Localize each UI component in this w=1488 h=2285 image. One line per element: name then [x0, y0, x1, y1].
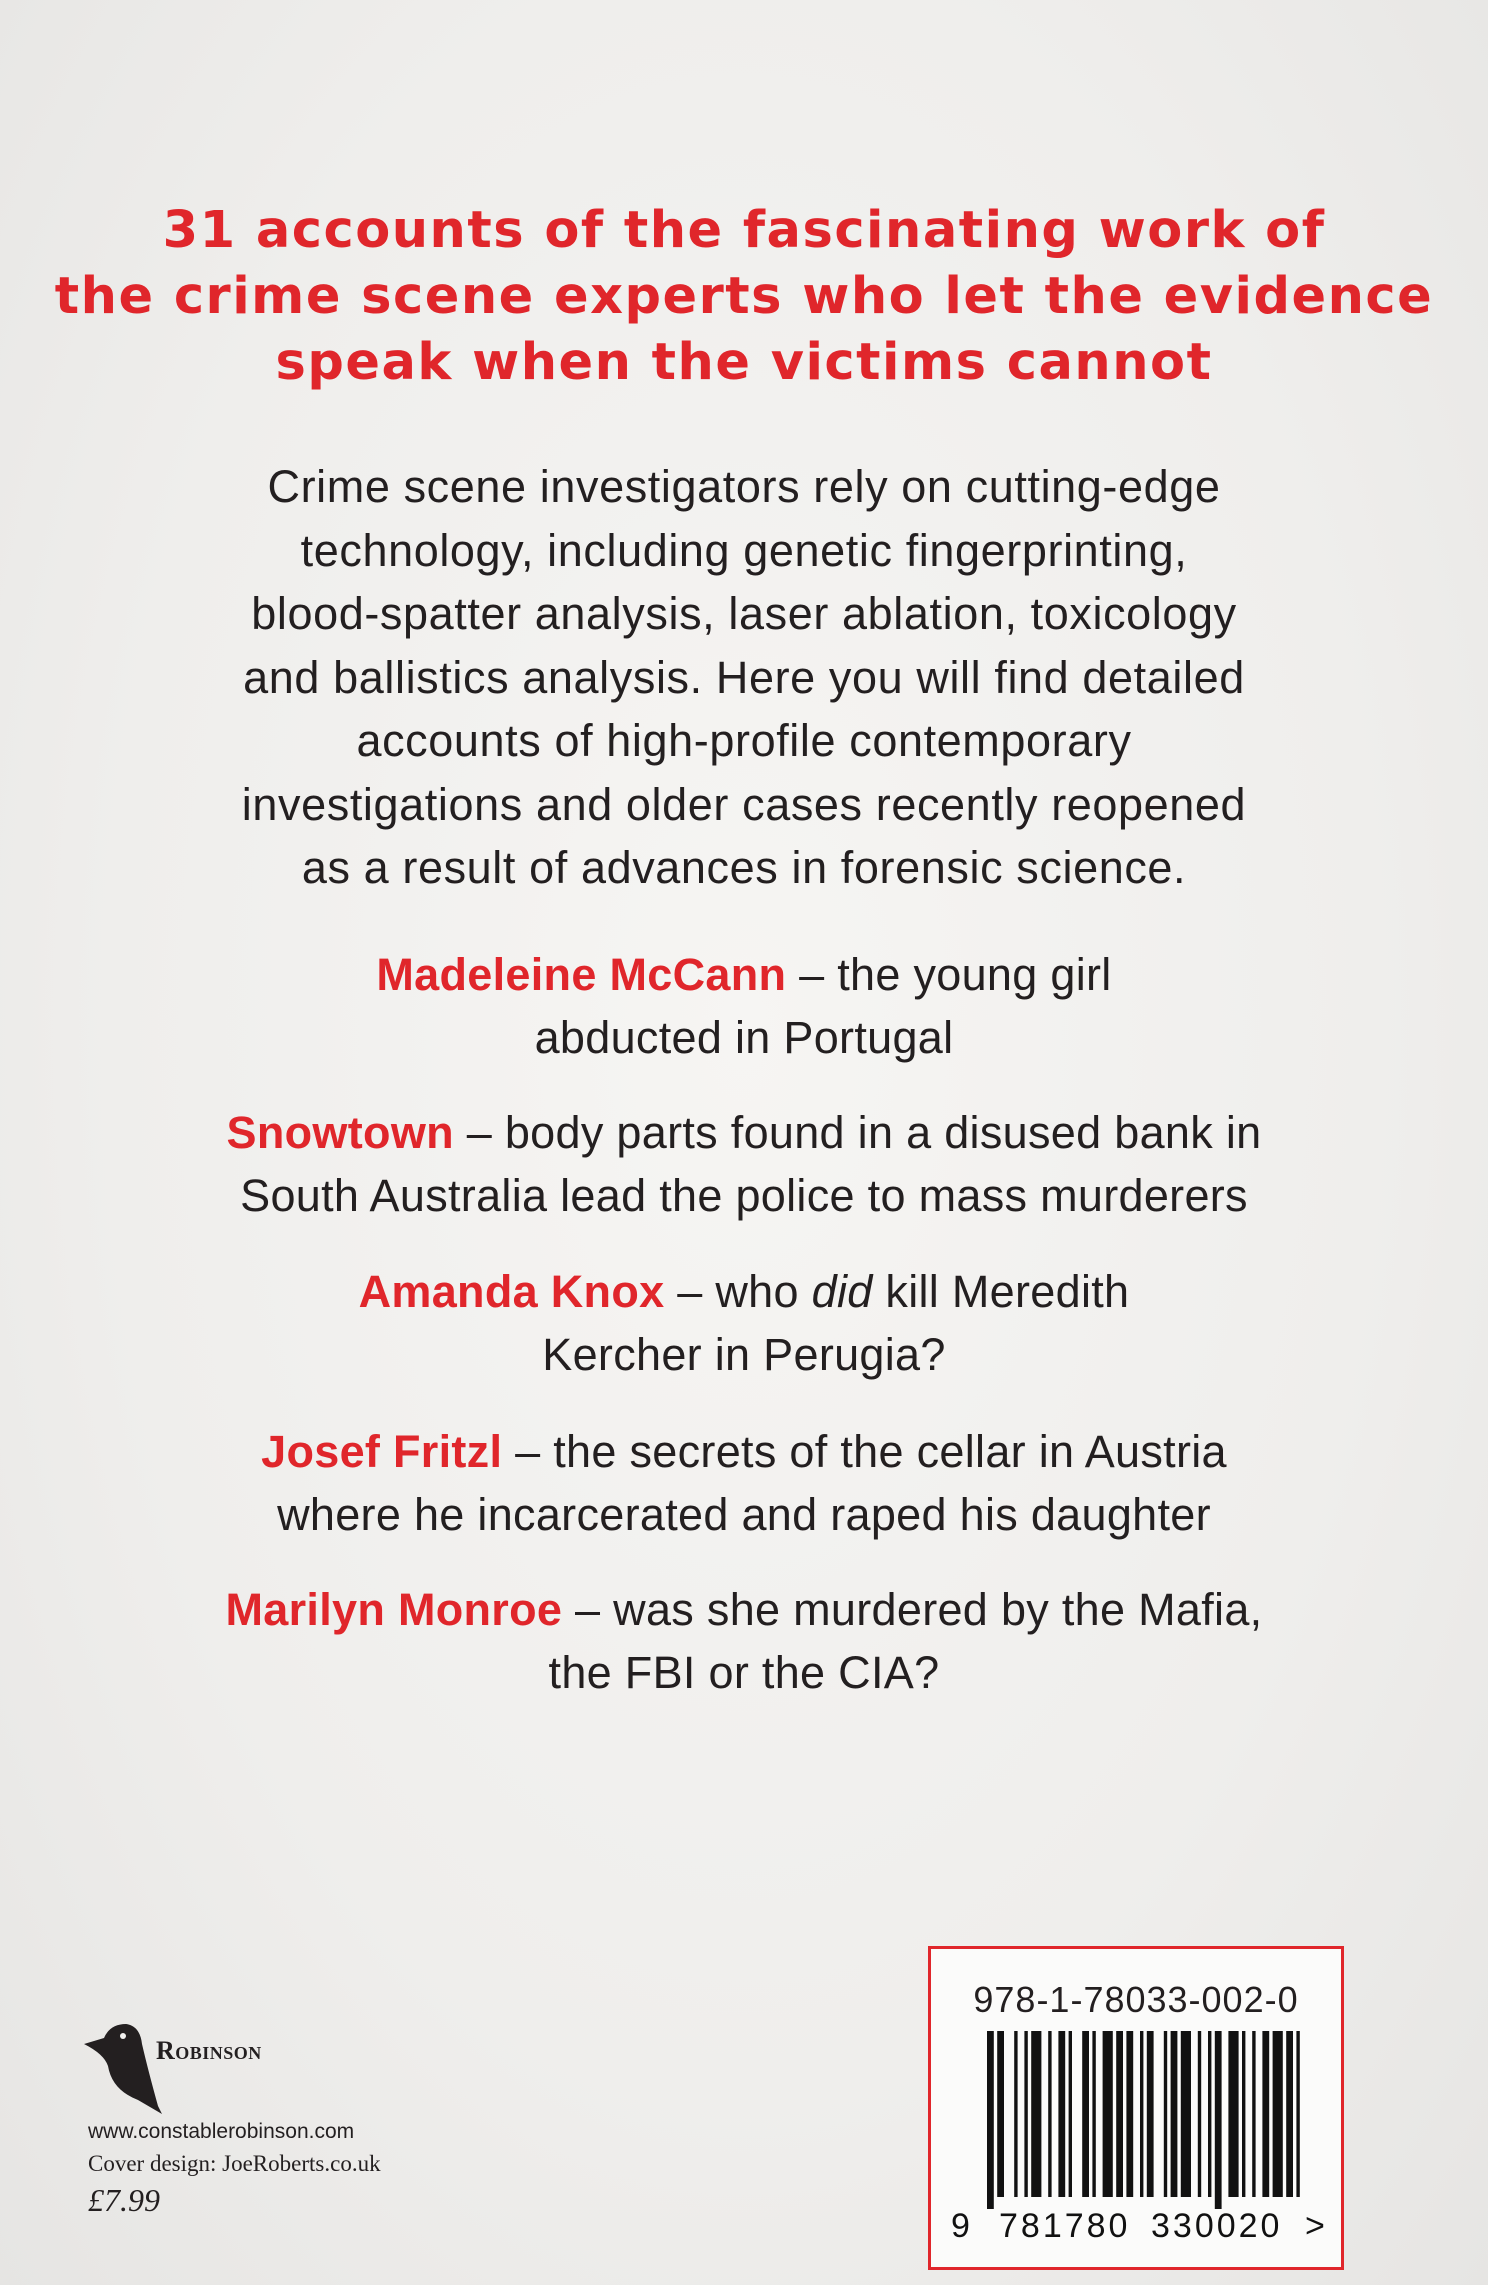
- case-line: where he incarcerated and raped his daughter: [277, 1489, 1211, 1540]
- case-name: Snowtown: [226, 1107, 454, 1158]
- intro-line: blood-spatter analysis, laser ablation, toxicology: [251, 588, 1237, 639]
- publisher-name: Robinson: [156, 2036, 262, 2065]
- headline: [0, 198, 1488, 396]
- barcode-bar: [1228, 2031, 1238, 2197]
- barcode-bar: [1198, 2031, 1201, 2197]
- intro-line: accounts of high-profile contemporary: [356, 715, 1132, 766]
- case-text: – the young girl: [786, 949, 1112, 1000]
- barcode-bar: [1273, 2031, 1283, 2197]
- barcode-bar: [1082, 2031, 1089, 2197]
- barcode-bar: [1181, 2031, 1191, 2197]
- case-madeleine-mccann: [0, 943, 1488, 1069]
- barcode-bar: [1262, 2031, 1269, 2197]
- barcode-bar: [1031, 2031, 1041, 2197]
- intro-paragraph: [0, 455, 1488, 900]
- barcode-bar: [1286, 2031, 1293, 2197]
- barcode-bar: [1024, 2031, 1027, 2197]
- intro-line: as a result of advances in forensic science.: [301, 842, 1187, 893]
- barcode-bar: [1164, 2031, 1167, 2197]
- barcode-bar: [1126, 2031, 1133, 2197]
- case-josef-fritzl: [0, 1420, 1488, 1546]
- case-text: – was she murdered by the Mafia,: [562, 1584, 1263, 1635]
- case-line: Kercher in Perugia?: [542, 1329, 946, 1380]
- barcode-bar: [1058, 2031, 1065, 2197]
- intro-line: and ballistics analysis. Here you will find detailed: [243, 651, 1245, 703]
- barcode-bar: [1215, 2031, 1222, 2209]
- barcode-digit-first: 9: [951, 2207, 970, 2245]
- intro-line: Crime scene investigators rely on cutting-edge: [267, 461, 1221, 512]
- intro-line: technology, including genetic fingerprinting,: [300, 524, 1188, 576]
- barcode-bar: [1069, 2031, 1072, 2197]
- case-marilyn-monroe: [0, 1578, 1488, 1704]
- case-name: Madeleine McCann: [376, 949, 787, 1000]
- case-text: – who: [664, 1266, 812, 1317]
- barcode-digits-left: 781780: [999, 2207, 1131, 2245]
- headline-line: speak when the victims cannot: [275, 333, 1213, 392]
- case-line: the FBI or the CIA?: [548, 1647, 940, 1698]
- isbn-number: 978-1-78033-002-0: [973, 1979, 1299, 2020]
- price: £7.99: [88, 2182, 160, 2218]
- case-text: kill Meredith: [872, 1266, 1130, 1317]
- case-line: abducted in Portugal: [534, 1012, 954, 1063]
- barcode-bar: [997, 2031, 1004, 2197]
- barcode-bar: [1208, 2031, 1211, 2197]
- case-line: [0, 1260, 1488, 1323]
- case-text: – body parts found in a disused bank in: [453, 1107, 1262, 1158]
- case-name: Marilyn Monroe: [225, 1584, 563, 1635]
- headline-line: the crime scene experts who let the evidence: [54, 267, 1434, 326]
- case-line: [0, 1420, 1488, 1483]
- case-line: South Australia lead the police to mass murderers: [240, 1170, 1248, 1221]
- publisher-website: www.constablerobinson.com: [88, 2120, 355, 2143]
- cover-design-credit: Cover design: JoeRoberts.co.uk: [88, 2151, 381, 2176]
- case-amanda-knox: [0, 1260, 1488, 1386]
- case-name: Amanda Knox: [358, 1266, 665, 1317]
- barcode-bar: [1048, 2031, 1051, 2197]
- case-snowtown: [0, 1101, 1488, 1227]
- barcode-bar: [1296, 2031, 1299, 2197]
- barcode-bar: [1242, 2031, 1245, 2197]
- barcode-bar: [1147, 2031, 1154, 2197]
- barcode-bar: [1092, 2031, 1095, 2197]
- barcode-end-mark: >: [1305, 2207, 1325, 2245]
- barcode-bar: [1140, 2031, 1143, 2197]
- barcode-bar: [1171, 2031, 1178, 2197]
- barcode-bar: [1103, 2031, 1113, 2197]
- case-line: [0, 1101, 1488, 1164]
- barcode-bar: [1252, 2031, 1255, 2197]
- barcode-bar: [1014, 2031, 1017, 2197]
- case-line: [0, 943, 1488, 1006]
- barcode-box: [928, 1946, 1344, 2270]
- case-name: Josef Fritzl: [261, 1426, 503, 1477]
- case-emphasis: did: [811, 1266, 873, 1317]
- barcode-bar: [1116, 2031, 1123, 2197]
- case-text: – the secrets of the cellar in Austria: [502, 1426, 1227, 1477]
- barcode-bar: [987, 2031, 994, 2209]
- intro-line: investigations and older cases recently reopened: [241, 778, 1247, 830]
- barcode-digits-right: 330020: [1151, 2207, 1283, 2245]
- barcode: [931, 1949, 1341, 2267]
- headline-line: 31 accounts of the fascinating work of: [162, 201, 1326, 260]
- case-line: [0, 1578, 1488, 1641]
